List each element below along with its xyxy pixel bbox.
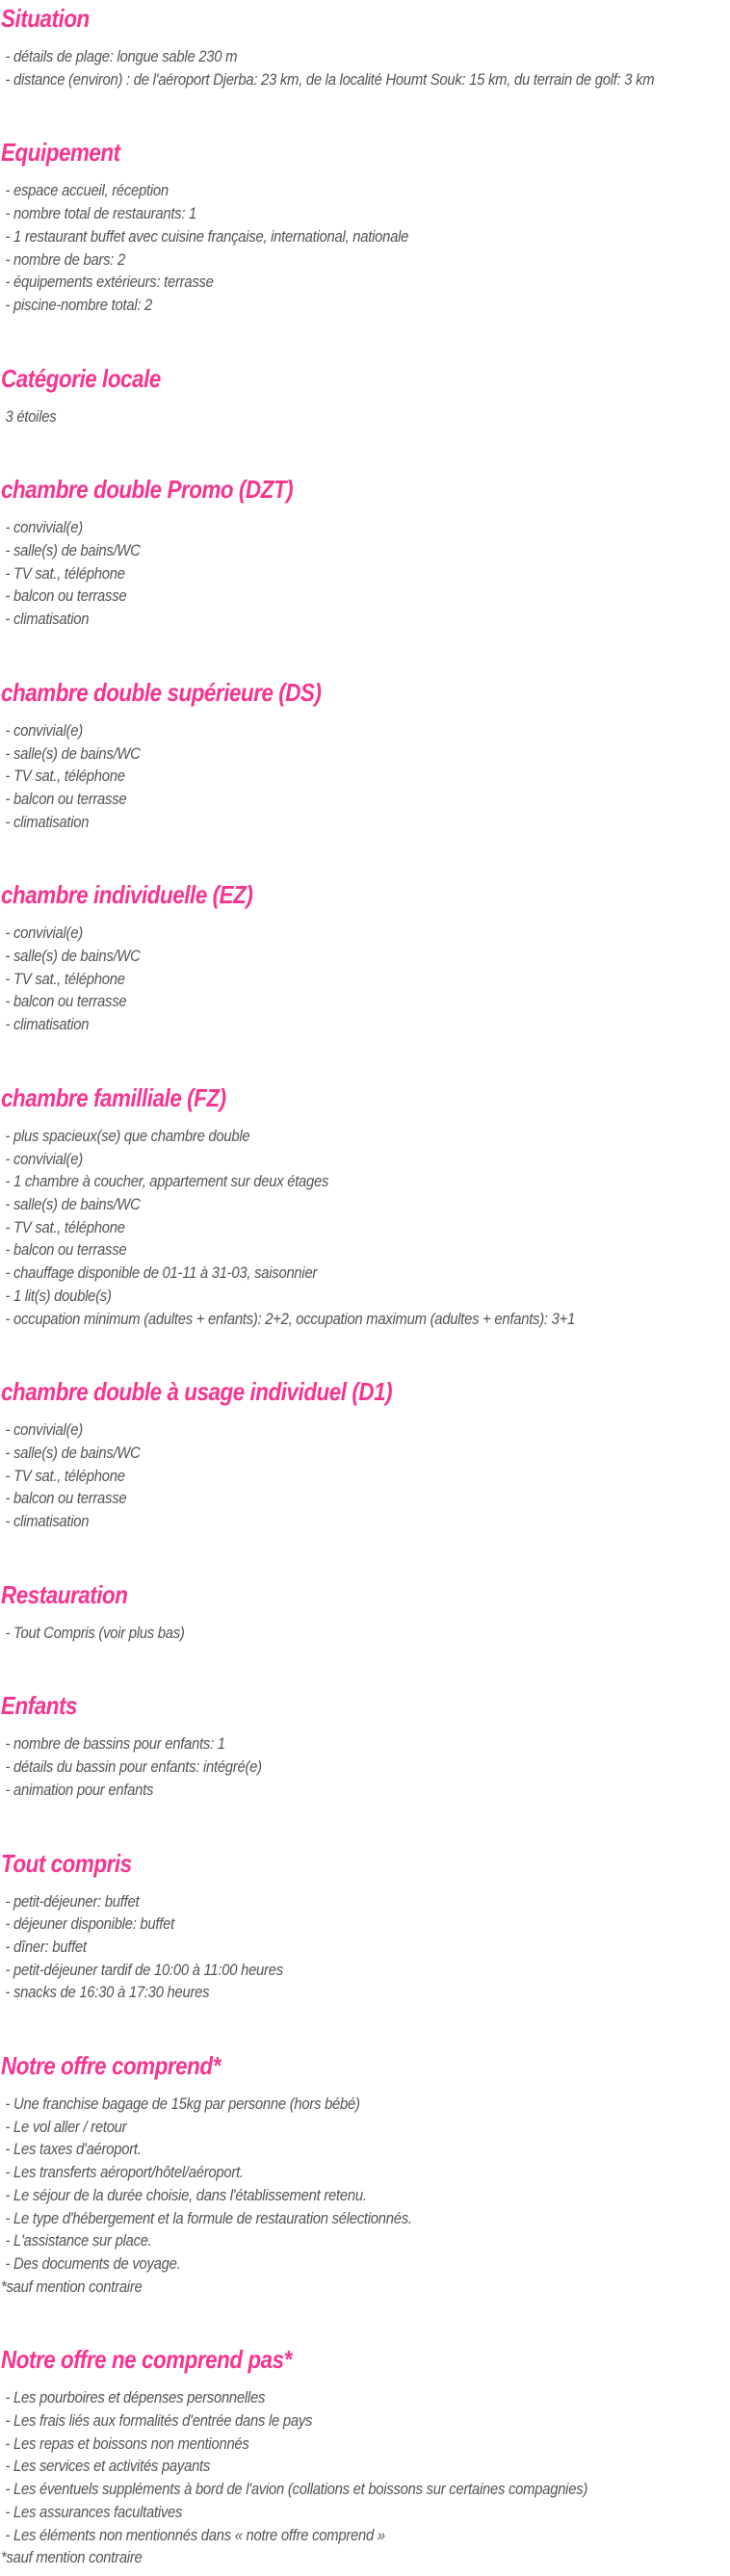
- list-item: - TV sat., téléphone: [5, 1218, 125, 1236]
- section: [1, 137, 726, 317]
- list-item: - Une franchise bagage de 15kg par personne (hors bébé): [5, 2095, 360, 2114]
- list-item: 3 étoiles: [5, 407, 57, 426]
- list-item: - salle(s) de bains/WC: [5, 744, 141, 763]
- list-item: - espace accueil, réception: [5, 182, 169, 200]
- list-item: - 1 restaurant buffet avec cuisine française, international, nationale: [5, 227, 409, 246]
- section-heading: chambre double supérieure (DS): [1, 677, 322, 707]
- list-item: - Les services et activités payants: [5, 2458, 211, 2476]
- section-item-list: [1, 517, 726, 632]
- list-item: - Les éventuels suppléments à bord de l'avion (collations et boissons sur certaines compagnies): [5, 2481, 588, 2499]
- section: [1, 1376, 726, 1534]
- list-item: - Des documents de voyage.: [5, 2254, 181, 2273]
- section-item-list: [1, 46, 726, 91]
- list-item: - déjeuner disponible: buffet: [5, 1915, 174, 1934]
- section-item-list: [1, 923, 726, 1037]
- list-item: - salle(s) de bains/WC: [5, 948, 141, 966]
- list-item: - climatisation: [5, 611, 90, 629]
- section-heading: Catégorie locale: [1, 363, 161, 393]
- section-heading: chambre individuelle (EZ): [1, 880, 253, 910]
- section-heading: chambre familliale (FZ): [1, 1082, 226, 1112]
- footnote: *sauf mention contraire: [1, 2277, 143, 2296]
- list-item: - piscine-nombre total: 2: [5, 296, 153, 314]
- list-item: - TV sat., téléphone: [5, 768, 125, 786]
- list-item: - Les taxes d'aéroport.: [5, 2141, 142, 2159]
- list-item: - Les éléments non mentionnés dans « notre offre comprend »: [5, 2526, 385, 2544]
- list-item: - salle(s) de bains/WC: [5, 542, 141, 560]
- list-item: - climatisation: [5, 1513, 90, 1531]
- section: [1, 1579, 726, 1646]
- list-item: - convivial(e): [5, 519, 83, 537]
- section-item-list: [1, 2387, 726, 2570]
- section-heading: Notre offre comprend*: [1, 2051, 221, 2081]
- section-heading: Equipement: [1, 138, 120, 168]
- list-item: - détails du bassin pour enfants: intégré(e): [5, 1758, 262, 1777]
- list-item: - TV sat., téléphone: [5, 1467, 125, 1485]
- section-item-list: [1, 1623, 726, 1646]
- list-item: - balcon ou terrasse: [5, 1490, 127, 1508]
- list-item: - Le vol aller / retour: [5, 2118, 127, 2136]
- list-item: - Tout Compris (voir plus bas): [5, 1624, 185, 1642]
- list-item: - convivial(e): [5, 1421, 83, 1440]
- section-heading: Restauration: [1, 1579, 128, 1609]
- list-item: - occupation minimum (adultes + enfants): 2+2, occupation maximum (adultes + enfants): 3+1: [5, 1310, 575, 1328]
- section-item-list: [1, 180, 726, 317]
- list-item: - Les assurances facultatives: [5, 2503, 183, 2521]
- section-heading: chambre double Promo (DZT): [1, 475, 294, 505]
- list-item: - Les frais liés aux formalités d'entrée dans le pays: [5, 2412, 313, 2431]
- section-item-list: [1, 1419, 726, 1534]
- list-item: - Les repas et boissons non mentionnés: [5, 2434, 249, 2453]
- list-item: - Les transferts aéroport/hôtel/aéroport.: [5, 2164, 244, 2182]
- list-item: - balcon ou terrasse: [5, 587, 127, 606]
- section-item-list: [1, 1126, 726, 1331]
- list-item: - convivial(e): [5, 1150, 83, 1168]
- list-item: - nombre total de restaurants: 1: [5, 205, 197, 223]
- list-item: - salle(s) de bains/WC: [5, 1195, 141, 1213]
- section: [1, 363, 726, 429]
- list-item: - nombre de bars: 2: [5, 250, 125, 269]
- section: [1, 3, 726, 91]
- list-item: - petit-déjeuner: buffet: [5, 1892, 140, 1911]
- section-heading: Enfants: [1, 1691, 77, 1721]
- list-item: - salle(s) de bains/WC: [5, 1444, 141, 1462]
- list-item: - climatisation: [5, 1016, 90, 1034]
- section: [1, 2050, 726, 2299]
- footnote: *sauf mention contraire: [1, 2549, 143, 2567]
- list-item: - snacks de 16:30 à 17:30 heures: [5, 1984, 210, 2002]
- list-item: - chauffage disponible de 01-11 à 31-03, saisonnier: [5, 1264, 318, 1283]
- list-item: - climatisation: [5, 813, 90, 831]
- list-item: - Les pourboires et dépenses personnelles: [5, 2389, 266, 2407]
- section: [1, 1848, 726, 2006]
- section-item-list: [1, 1891, 726, 2006]
- list-item: - Le séjour de la durée choisie, dans l'établissement retenu.: [5, 2186, 367, 2204]
- section: [1, 474, 726, 632]
- list-item: - petit-déjeuner tardif de 10:00 à 11:00 heures: [5, 1961, 283, 1979]
- list-item: - TV sat., téléphone: [5, 970, 125, 988]
- section-heading: Tout compris: [1, 1848, 132, 1878]
- list-item: - détails de plage: longue sable 230 m: [5, 48, 238, 65]
- section-item-list: [1, 720, 726, 835]
- list-item: - distance (environ) : de l'aéroport Djerba: 23 km, de la localité Houmt Souk: 15 km, du terrain de golf: 3 km: [5, 70, 655, 89]
- list-item: - nombre de bassins pour enfants: 1: [5, 1735, 225, 1754]
- list-item: - balcon ou terrasse: [5, 1241, 127, 1260]
- section: [1, 879, 726, 1037]
- list-item: - Le type d'hébergement et la formule de restauration sélectionnés.: [5, 2209, 412, 2227]
- list-item: - L'assistance sur place.: [5, 2232, 152, 2251]
- section-item-list: [1, 406, 726, 429]
- section-heading: Notre offre ne comprend pas*: [1, 2345, 292, 2375]
- section-heading: chambre double à usage individuel (D1): [1, 1377, 393, 1407]
- section-heading: Situation: [1, 4, 90, 33]
- list-item: - TV sat., téléphone: [5, 564, 125, 583]
- section-item-list: [1, 1733, 726, 1802]
- section: [1, 1082, 726, 1331]
- list-item: - convivial(e): [5, 924, 83, 943]
- section-item-list: [1, 2094, 726, 2299]
- list-item: - 1 lit(s) double(s): [5, 1287, 112, 1305]
- list-item: - balcon ou terrasse: [5, 993, 127, 1011]
- list-item: - plus spacieux(se) que chambre double: [5, 1127, 250, 1145]
- list-item: - animation pour enfants: [5, 1781, 154, 1799]
- section: [1, 677, 726, 835]
- list-item: - balcon ou terrasse: [5, 790, 127, 808]
- list-item: - dîner: buffet: [5, 1938, 87, 1956]
- list-item: - équipements extérieurs: terrasse: [5, 273, 214, 292]
- list-item: - 1 chambre à coucher, appartement sur deux étages: [5, 1173, 329, 1191]
- section: [1, 2344, 726, 2570]
- section: [1, 1690, 726, 1802]
- list-item: - convivial(e): [5, 721, 83, 740]
